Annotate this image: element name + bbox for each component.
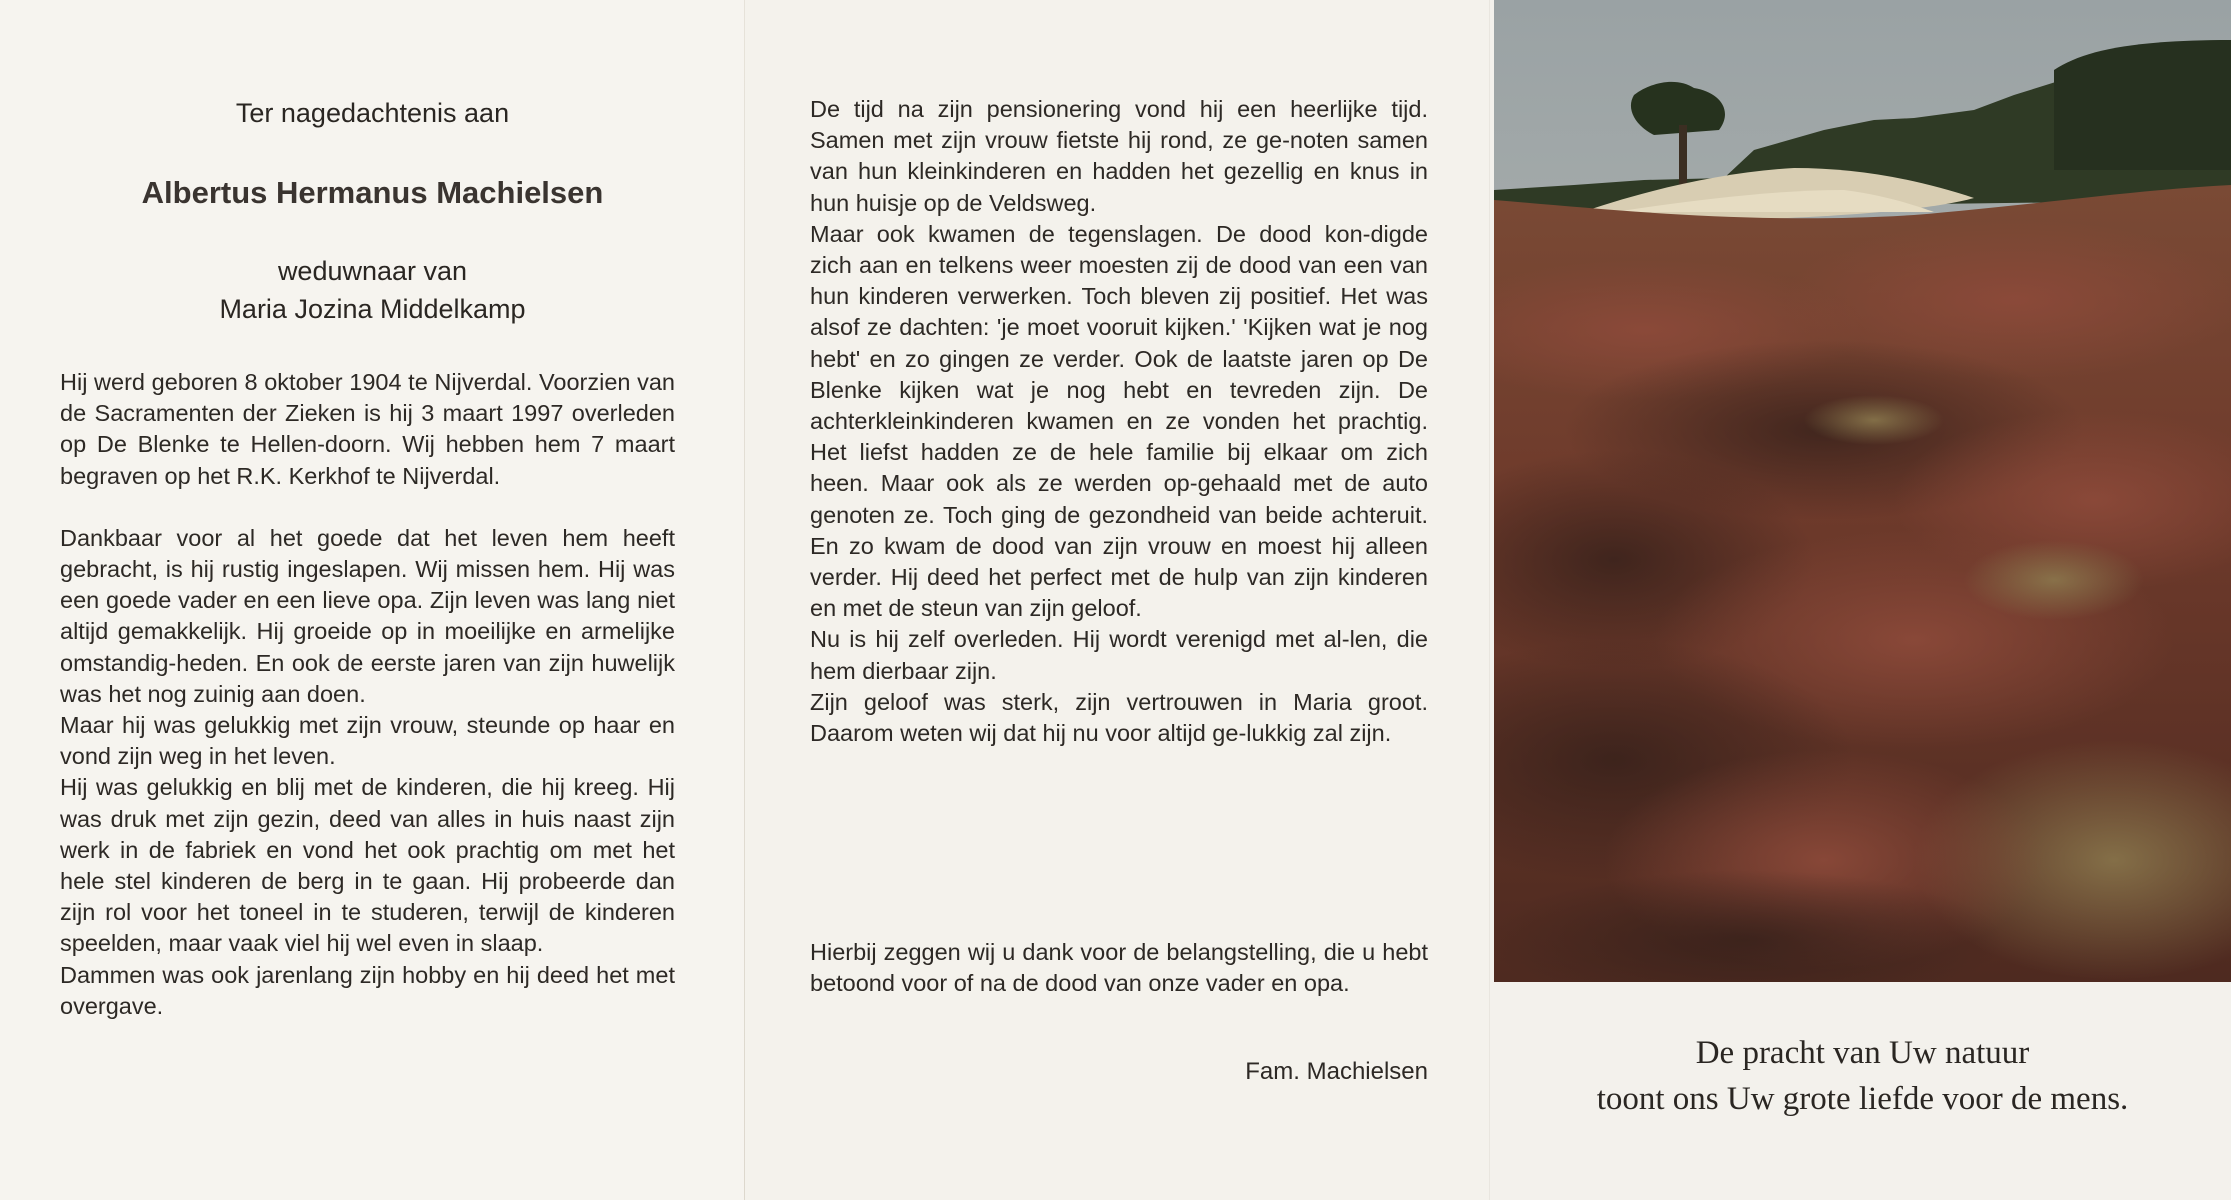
spouse-name: Maria Jozina Middelkamp (219, 294, 526, 324)
continued-text (810, 94, 1428, 749)
faith-paragraph: Zijn geloof was sterk, zijn vertrouwen in Maria groot. Daarom weten wij dat hij nu voor altijd ge-lukkig zal zijn. (810, 688, 1428, 747)
intro-line: Ter nagedachtenis aan (235, 98, 510, 128)
birth-paragraph: Hij werd geboren 8 oktober 1904 te Nijverdal. Voorzien van de Sacramenten der Zieken is hij 3 maart 1997 overleden op De Blenke te Hellen-doorn. Wij hebben hem 7 maart begraven op het R.K. Kerkhof te Nijverdal. (60, 369, 675, 489)
left-panel (0, 0, 745, 1200)
thanks-text: Hierbij zeggen wij u dank voor de belangstelling, die u hebt betoond voor of na de dood van onze vader en opa. (810, 939, 1428, 997)
hobby-paragraph: Dammen was ook jarenlang zijn hobby en hij deed het met overgave. (60, 961, 675, 1019)
retirement-paragraph: De tijd na zijn pensionering vond hij een heerlijke tijd. Samen met zijn vrouw fietste hij rond, ze ge-noten samen van hun kleinkinderen en hadden het gezellig en knus in hun huisje op de Veldsweg. (810, 96, 1428, 216)
passing-paragraph: Nu is hij zelf overleden. Hij wordt verenigd met al-len, die hem dierbaar zijn. (810, 626, 1428, 684)
setbacks-paragraph: Maar ook kwamen de tegenslagen. De dood kon-digde zich aan en telkens weer moesten zij de dood van een van hun kinderen verwerken. Toch bleven zij positief. Het was alsof ze dachten: 'je moet vooruit kijken.' 'Kijken wat je nog hebt' en zo gingen ze verder. Ook de laatste jaren op De Blenke kijken wat je nog hebt en tevreden zijn. De achterkleinkinderen kwamen en ze vonden het prachtig. Het liefst hadden ze de hele familie bij elkaar om zich heen. Maar ook als ze werden op-gehaald met de auto genoten ze. Toch ging de gezondheid van beide achteruit. En zo kwam de dood van zijn vrouw en moest hij alleen verder. Hij deed het perfect met de hulp van zijn kinderen en met de steun van zijn geloof. (810, 220, 1428, 622)
deceased-name: Albertus Hermanus Machielsen (141, 175, 604, 210)
family-signature: Fam. Machielsen (1245, 1058, 1428, 1085)
caption-line-2: toont ons Uw grote liefde voor de mens. (1596, 1081, 2129, 1117)
caption-line-1: De pracht van Uw natuur (1695, 1035, 2030, 1071)
biography-text (60, 367, 675, 1022)
life-paragraph: Dankbaar voor al het goede dat het leven hem heeft gebracht, is hij rustig ingeslapen. Wij missen hem. Hij was een goede vader en een lieve opa. Zijn leven was lang niet altijd gemakkelijk. Hij groeide op in moeilijke en armelijke omstandig-heden. En ook de eerste jaren van zijn huwelijk was het nog zuinig aan doen. (60, 524, 675, 707)
marriage-paragraph: Maar hij was gelukkig met zijn vrouw, steunde op haar en vond zijn weg in het leven. (60, 712, 675, 770)
heathland-photo (1494, 0, 2231, 982)
caption (1494, 1030, 2231, 1122)
family-paragraph: Hij was gelukkig en blij met de kinderen, die hij kreeg. Hij was druk met zijn gezin, deed van alles in huis naast zijn werk in de fabriek en vond het ook prachtig om met het hele stel kinderen de berg in te gaan. Hij probeerde dan zijn rol voor het toneel in te studeren, terwijl de kinderen speelden, maar vaak viel hij wel even in slaap. (60, 774, 675, 957)
widow-label: weduwnaar van (277, 256, 468, 286)
